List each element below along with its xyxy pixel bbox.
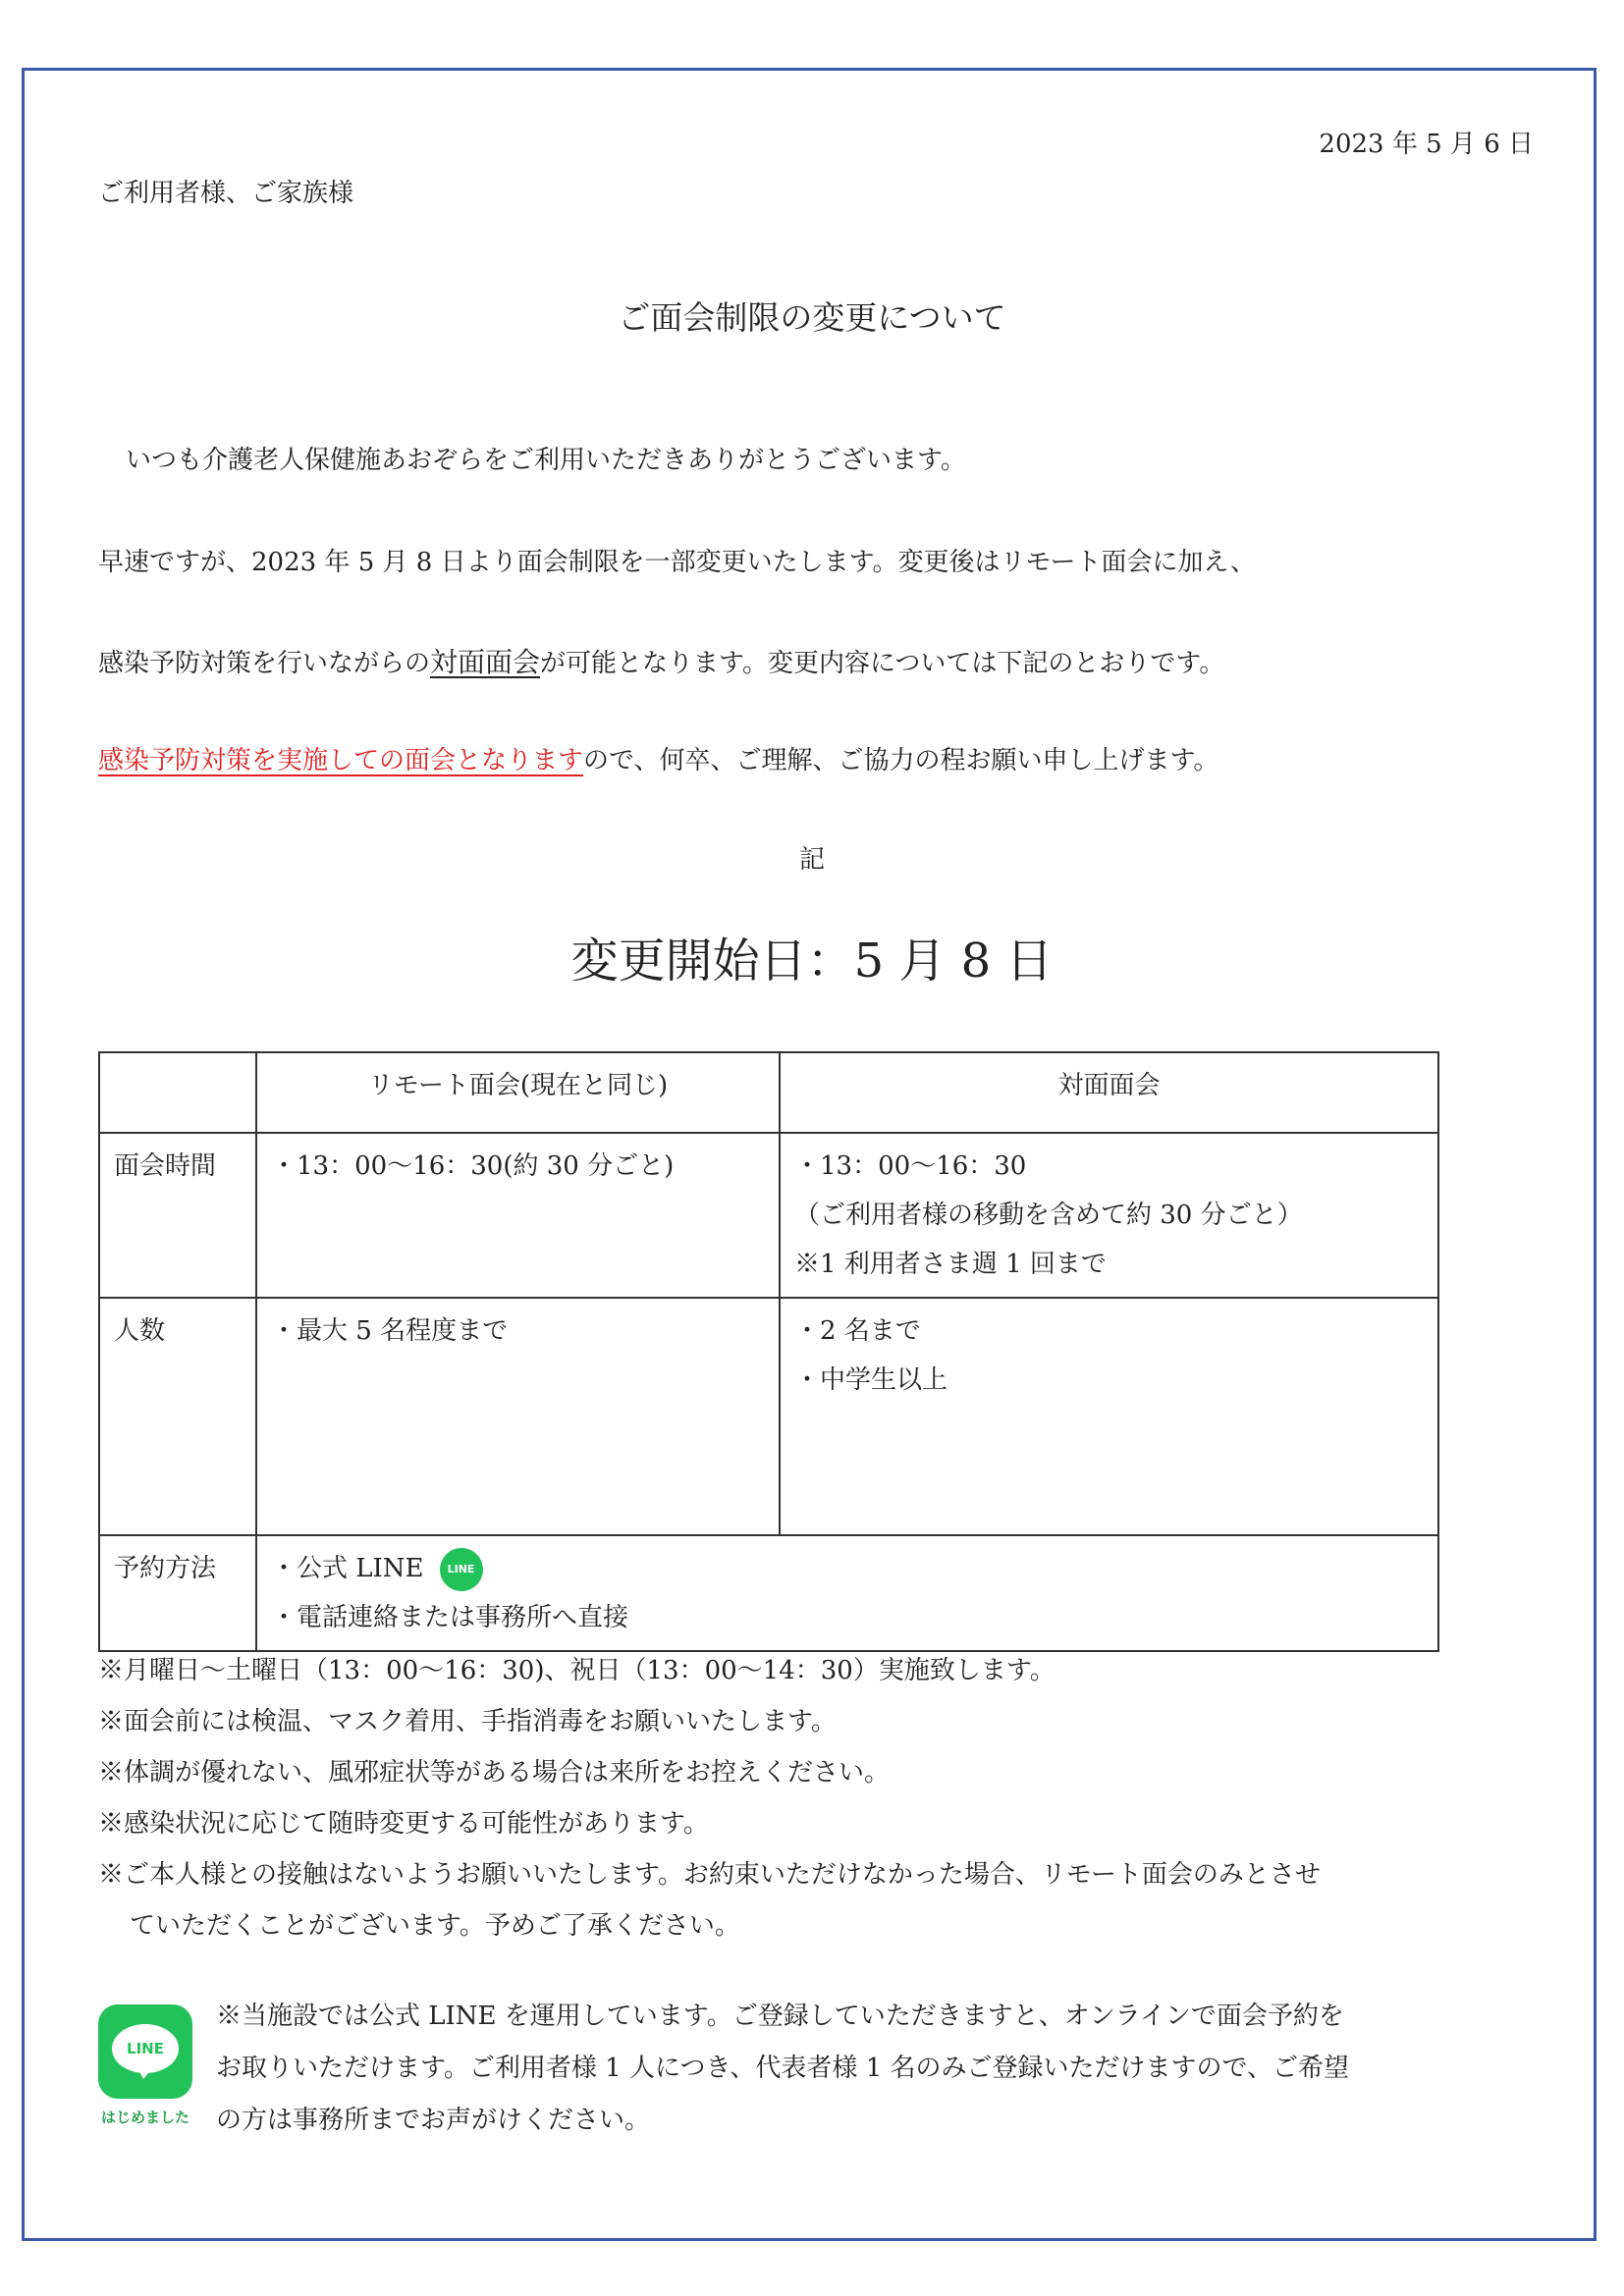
cell-remote-count	[256, 1298, 780, 1535]
line-logo-text: LINE	[112, 2024, 179, 2073]
cell-line: ・電話連絡または事務所へ直接	[271, 1603, 629, 1632]
cell-reservation	[256, 1535, 1438, 1651]
header-inperson: 対面面会	[780, 1052, 1438, 1133]
p4-after: ので、何卒、ご理解、ご協力の程お願い申し上げます。	[583, 746, 1219, 775]
line-info	[216, 1991, 1349, 2147]
greeting-paragraph: いつも介護老人保健施あおぞらをご利用いただきありがとうございます。	[126, 446, 966, 475]
cell-remote-time	[256, 1133, 780, 1298]
cell-line: ・13：00〜16：30(約 30 分ごと)	[271, 1151, 675, 1181]
note-item: ※感染状況に応じて随時変更する可能性があります。	[98, 1809, 709, 1839]
page-title: ご面会制限の変更について	[618, 298, 1006, 337]
visit-table	[98, 1051, 1439, 1652]
row-label-count: 人数	[99, 1298, 256, 1535]
cell-line: ・中学生以上	[794, 1365, 948, 1395]
cell-line: （ご利用者様の移動を含めて約 30 分ごと）	[794, 1201, 1303, 1230]
table-row	[99, 1535, 1438, 1651]
line-icon: LINE	[440, 1548, 483, 1591]
table-header-row	[99, 1052, 1438, 1133]
cell-line: ・2 名まで	[794, 1316, 921, 1346]
addressee: ご利用者様、ご家族様	[98, 179, 354, 208]
line-info-line: の方は事務所までお声がけください。	[216, 2106, 651, 2135]
table-row	[99, 1298, 1438, 1535]
cell-line: ※1 利用者さま週 1 回まで	[794, 1250, 1107, 1279]
note-item: ※月曜日〜土曜日（13：00〜16：30)、祝日（13：00〜14：30）実施致します。	[98, 1656, 1056, 1685]
p3-before: 感染予防対策を行いながらの	[98, 649, 431, 678]
cell-line: ・最大 5 名程度まで	[271, 1316, 509, 1346]
request-paragraph	[98, 740, 1218, 776]
header-remote: リモート面会(現在と同じ)	[256, 1052, 780, 1133]
table-row	[99, 1133, 1438, 1298]
cell-inperson-count	[780, 1298, 1438, 1535]
change-paragraph: 早速ですが、2023 年 5 月 8 日より面会制限を一部変更いたします。変更後はリモート面会に加え、	[98, 548, 1257, 577]
line-caption: はじめました	[100, 2109, 189, 2126]
ki-marker: 記	[798, 845, 825, 875]
note-item: ていただくことがございます。予めご了承ください。	[130, 1911, 740, 1941]
cell-inperson-time	[780, 1133, 1438, 1298]
notice-date: 2023 年 5 月 6 日	[1319, 130, 1534, 159]
notes-list	[98, 1645, 1321, 1951]
row-label-time: 面会時間	[99, 1133, 256, 1298]
header-blank	[99, 1052, 256, 1133]
start-date-heading: 変更開始日：5 月 8 日	[570, 934, 1054, 988]
row-label-reservation: 予約方法	[99, 1535, 256, 1651]
infection-control-highlight: 感染予防対策を実施しての面会となります	[98, 746, 584, 775]
inperson-paragraph	[98, 641, 1224, 680]
note-item: ※面会前には検温、マスク着用、手指消毒をお願いいたします。	[98, 1707, 837, 1736]
note-item: ※ご本人様との接触はないようお願いいたします。お約束いただけなかった場合、リモート面会のみとさせ	[98, 1860, 1321, 1890]
inperson-underline: 対面面会	[430, 646, 541, 678]
bubble-tail	[137, 2067, 153, 2079]
cell-line	[271, 1544, 1424, 1593]
line-info-line: ※当施設では公式 LINE を運用しています。ご登録していただきますと、オンラインで面会予約を	[216, 2002, 1344, 2031]
note-item: ※体調が優れない、風邪症状等がある場合は来所をお控えください。	[98, 1758, 891, 1788]
line-info-line: お取りいただけます。ご利用者様 1 人につき、代表者様 1 名のみご登録いただけますので、ご希望	[216, 2054, 1349, 2083]
line-logo-icon	[98, 2004, 192, 2099]
cell-line: ・13：00〜16：30	[794, 1151, 1027, 1181]
p3-after: が可能となります。変更内容については下記のとおりです。	[540, 649, 1225, 678]
official-line-text: ・公式 LINE	[271, 1554, 424, 1583]
